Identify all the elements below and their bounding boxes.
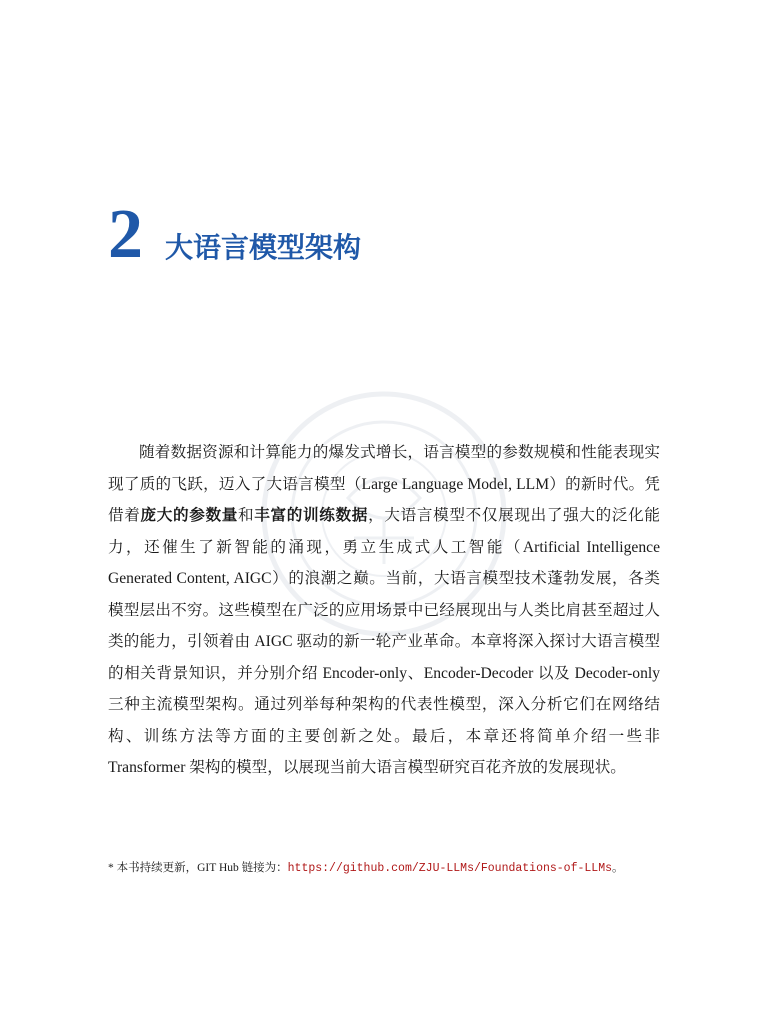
github-link[interactable]: https://github.com/ZJU-LLMs/Foundations-of-LLMs: [287, 862, 612, 875]
intro-bold-param-count: 庞大的参数量: [140, 507, 239, 524]
chapter-number: 2: [108, 196, 143, 273]
intro-bold-training-data: 丰富的训练数据: [254, 507, 369, 524]
intro-text-part-2: 和: [238, 507, 255, 524]
chapter-heading: [108, 196, 362, 273]
chapter-title: 大语言模型架构: [165, 231, 362, 264]
chapter-intro-paragraph: [108, 437, 660, 784]
intro-text-part-3: ，大语言模型不仅展现出了强大的泛化能力，还催生了新智能的涌现，勇立生成式人工智能（Artificial Intelligence Generated Content, AIGC）的浪潮之巅。当前，大语言模型技术蓬勃发展，各类模型层出不穷。这些模型在广泛的应用场景中已经展现出与人类比肩甚至超过人类的能力，引领着由 AIGC 驱动的新一轮产业革命。本章将深入探讨大语言模型的相关背景知识，并分别介绍 Encoder-only、Encoder-Decoder 以及 Decoder-only 三种主流模型架构。通过列举每种架构的代表性模型，深入分析它们在网络结构、训练方法等方面的主要创新之处。最后，本章还将简单介绍一些非 Transformer 架构的模型，以展现当前大语言模型研究百花齐放的发展现状。: [108, 507, 660, 776]
footnote-text: * 本书持续更新，GIT Hub 链接为：: [108, 862, 288, 874]
footnote-suffix: 。: [612, 862, 624, 874]
footnote: [108, 860, 668, 877]
intro-text-part-1: 随着数据资源和计算能力的爆发式增长，语言模型的参数规模和性能表现实现了质的飞跃，迈入了大语言模型（Large Language Model, LLM）的新时代。凭借着: [108, 444, 660, 524]
